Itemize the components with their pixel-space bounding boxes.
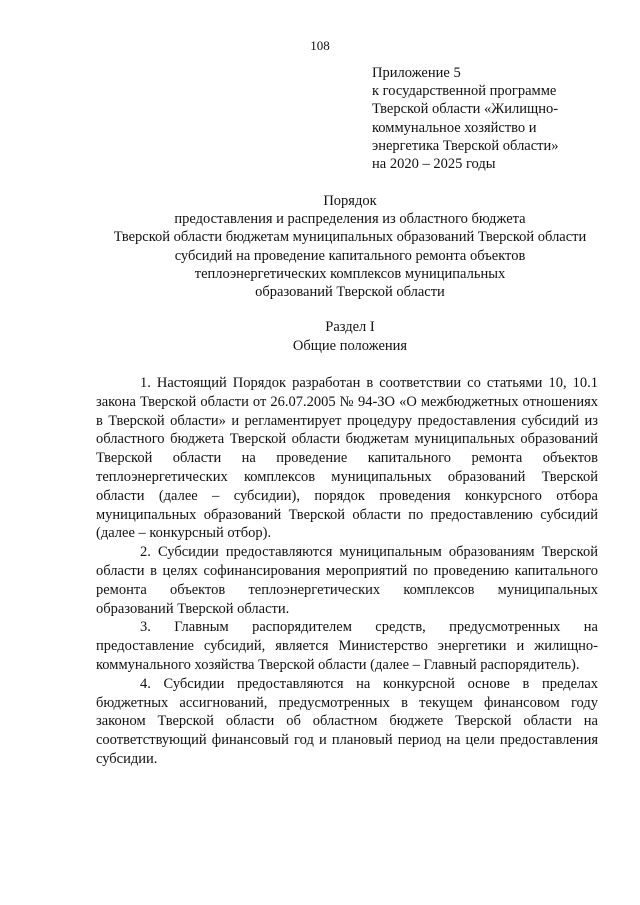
section-heading [80,318,620,356]
paragraph-3 [96,618,598,674]
paragraph-text: 4. Субсидии предоставляются на конкурсной основе в пределах бюджетных ассигнований, предусмотренных в текущем финансовом году законом Тверской области об областном бюджете Тверской области на соответствующий финансовый год и плановый период на цели предоставления субсидии. [96,675,598,767]
body-text [96,374,598,769]
title-line: Тверской области бюджетам муниципальных образований Тверской области [113,229,587,246]
title-line: предоставления и распределения из областного бюджета [174,211,526,228]
section-number: Раздел I [325,319,375,335]
appendix-line: на 2020 – 2025 годы [372,156,496,173]
document-title [80,192,620,301]
appendix-line: коммунальное хозяйство и [372,119,537,136]
title-line: теплоэнергетических комплексов муниципальных [194,265,506,282]
paragraph-text: 1. Настоящий Порядок разработан в соответствии со статьями 10, 10.1 закона Тверской области от 26.07.2005 № 94-ЗО «О межбюджетных отношениях в Тверской области» и регламентирует процедуру предоставления субсидий из областного бюджета Тверской области бюджетам муниципальных образований Тверской области на проведение капитального ремонта объектов теплоэнергетических комплексов муниципальных образований Тверской области (далее – субсидии), порядок проведения конкурсного отбора муниципальных образований Тверской области по предоставлению субсидий (далее – конкурсный отбор). [96,375,598,542]
appendix-line: энергетика Тверской области» [372,137,559,154]
appendix-block [372,64,622,173]
appendix-line: Приложение 5 [372,65,461,81]
appendix-line: к государственной программе [372,83,557,100]
paragraph-2 [96,543,598,618]
appendix-line: Тверской области «Жилищно- [372,101,559,118]
page-number: 108 [310,38,330,53]
paragraph-text: 2. Субсидии предоставляются муниципальным образованиям Тверской области в целях софинансирования мероприятий по проведению капитального ремонта объектов теплоэнергетических комплексов муниципальных образований Тверской области. [96,544,598,617]
title-line: субсидий на проведение капитального ремонта объектов [174,247,526,264]
paragraph-4 [96,675,598,769]
title-line: образований Тверской области [255,284,445,301]
title-heading: Порядок [323,193,377,209]
section-name: Общие положения [292,338,408,354]
paragraph-text: 3. Главным распорядителем средств, предусмотренных на предоставление субсидий, является Министерство энергетики и жилищно-коммунального хозяйства Тверской области (далее – Главный распорядитель). [96,619,598,673]
paragraph-1 [96,374,598,543]
